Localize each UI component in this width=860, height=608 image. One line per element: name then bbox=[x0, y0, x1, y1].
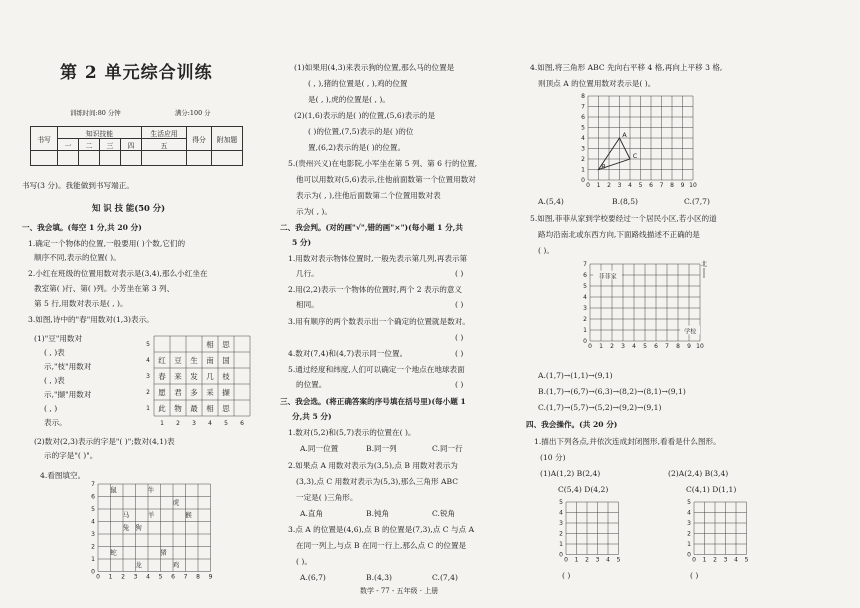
small1-x-tick: 5 bbox=[616, 556, 621, 564]
small2-x-tick: 5 bbox=[744, 556, 749, 564]
tri-y-tick: 4 bbox=[581, 135, 585, 142]
tri-x-tick: 5 bbox=[638, 182, 643, 189]
plot-grid-2[interactable] bbox=[684, 498, 766, 568]
animal-x-tick: 7 bbox=[183, 573, 188, 581]
section-3-heading: 三、我会选。(将正确答案的序号填在括号里)(每小题 1 bbox=[280, 397, 466, 406]
q3a-line1: (1)"豆"用数对 bbox=[34, 334, 83, 343]
poem-x-tick: 3 bbox=[192, 420, 196, 427]
small1-x-tick: 1 bbox=[574, 556, 579, 564]
animal-label: 龙 bbox=[135, 561, 142, 569]
tri-x-tick: 2 bbox=[607, 182, 611, 189]
tri-y-tick: 0 bbox=[581, 177, 585, 184]
c4-opt-b[interactable]: B.(8,5) bbox=[612, 197, 638, 206]
score-cell: 二 bbox=[79, 139, 100, 151]
animal-label: 猪 bbox=[160, 548, 167, 557]
animal-label: 牛 bbox=[147, 486, 155, 494]
map-y-tick: 4 bbox=[583, 294, 587, 301]
home-label: 菲菲家 bbox=[598, 273, 617, 281]
score-cell[interactable] bbox=[142, 151, 187, 166]
score-cell[interactable] bbox=[31, 151, 58, 166]
animal-label: 猴 bbox=[185, 511, 192, 519]
tri-y-tick: 5 bbox=[581, 124, 585, 132]
poem-char: 几 bbox=[206, 372, 214, 381]
choice-2-2: (3,3),点 C 用数对表示为(5,3),那么三角形 ABC bbox=[296, 477, 459, 486]
small1-y-tick: 0 bbox=[559, 551, 563, 559]
animal-y-tick: 4 bbox=[91, 518, 95, 526]
right-c4-2: 则顶点 A 的位置用数对表示是( )。 bbox=[538, 79, 656, 88]
triangle-vertex-label: A bbox=[622, 131, 627, 139]
animal-label: 兔 bbox=[122, 523, 130, 532]
q1-line1: 1.确定一个物体的位置,一般要用( )个数,它们的 bbox=[28, 239, 186, 248]
map-x-tick: 8 bbox=[676, 343, 680, 350]
mid-q5-4: 示为( , )。 bbox=[296, 207, 332, 216]
map-y-tick: 0 bbox=[583, 338, 587, 345]
poem-char: 思 bbox=[222, 340, 230, 349]
animal-y-tick: 3 bbox=[91, 531, 95, 538]
small1-y-tick: 5 bbox=[559, 499, 563, 506]
page-title: 第 2 单元综合训练 bbox=[60, 63, 213, 83]
score-cell: 一 bbox=[58, 139, 79, 151]
poem-char: 枝 bbox=[222, 372, 230, 381]
triangle-vertex-label: C bbox=[632, 152, 638, 160]
school-label: 学校 bbox=[684, 328, 697, 336]
animal-label: 蛇 bbox=[110, 548, 117, 557]
poem-char: 多 bbox=[190, 388, 198, 397]
map-y-tick: 1 bbox=[583, 327, 587, 334]
operate-1-score: (10 分) bbox=[540, 453, 566, 462]
small2-y-tick: 4 bbox=[687, 509, 691, 517]
map-x-tick: 2 bbox=[610, 343, 614, 350]
animal-x-tick: 6 bbox=[171, 573, 175, 581]
mid-q4b-2: ( )的位置,(7,5)表示的是( )的位 bbox=[308, 127, 414, 136]
animal-label: 马 bbox=[122, 511, 130, 519]
section-4-heading: 四、我会操作。(共 20 分) bbox=[526, 420, 618, 429]
animal-x-tick: 5 bbox=[158, 573, 163, 581]
right-c5-3: ( )。 bbox=[538, 246, 554, 255]
tri-x-tick: 3 bbox=[617, 182, 622, 189]
small2-y-tick: 3 bbox=[687, 520, 691, 527]
tri-y-tick: 3 bbox=[581, 145, 585, 153]
c5-opt-a[interactable]: A.(1,7)→(1,1)→(9,1) bbox=[538, 371, 613, 380]
map-y-tick: 7 bbox=[583, 261, 587, 268]
poem-grid bbox=[140, 332, 265, 432]
poem-char: 来 bbox=[174, 372, 182, 381]
score-cell: 五 bbox=[142, 139, 187, 151]
choice-1-b[interactable]: B.同一列 bbox=[366, 444, 397, 453]
judge-1-2: 几行。 bbox=[296, 269, 319, 278]
right-c5-1: 5.如图,菲菲从家到学校要经过一个居民小区,若小区的道 bbox=[530, 214, 717, 223]
poem-char: 发 bbox=[190, 372, 198, 381]
q3a-line2: ( , )表 bbox=[44, 348, 65, 357]
small1-x-tick: 0 bbox=[564, 556, 568, 564]
animal-x-tick: 3 bbox=[133, 573, 138, 581]
small2-x-tick: 3 bbox=[723, 556, 728, 564]
mid-q4a-3: 是( , ),虎的位置是( , )。 bbox=[308, 95, 390, 104]
small1-y-tick: 1 bbox=[559, 541, 563, 548]
section-1-heading: 一、我会填。(每空 1 分,共 20 分) bbox=[22, 223, 142, 232]
mid-q4a-1: (1)如果用(4,3)来表示狗的位置,那么马的位置是 bbox=[294, 63, 455, 72]
small2-x-tick: 0 bbox=[692, 556, 696, 564]
c4-opt-c[interactable]: C.(7,7) bbox=[684, 197, 710, 206]
q3a-line6: ( , ) bbox=[44, 404, 58, 413]
mid-q4b-1: (2)(1,6)表示的是( )的位置,(5,6)表示的是 bbox=[294, 111, 436, 120]
section-3-heading-2: 分,共 5 分) bbox=[292, 412, 332, 421]
poem-char: 采 bbox=[206, 388, 214, 397]
tri-y-tick: 1 bbox=[581, 166, 585, 174]
map-x-tick: 4 bbox=[632, 343, 636, 350]
c5-opt-c[interactable]: C.(1,7)→(5,7)→(5,2)→(9,2)→(9,1) bbox=[538, 403, 662, 412]
small1-x-tick: 3 bbox=[595, 556, 600, 564]
map-x-tick: 9 bbox=[687, 343, 691, 350]
q3b-line1: (2)数对(2,3)表示的字是"( )";数对(4,1)表 bbox=[34, 437, 175, 446]
map-x-tick: 0 bbox=[588, 343, 592, 350]
judge-2-answer[interactable]: ( ) bbox=[455, 300, 464, 309]
poem-char: 撷 bbox=[222, 388, 230, 397]
small2-x-tick: 2 bbox=[713, 556, 717, 564]
poem-x-tick: 6 bbox=[240, 420, 244, 427]
map-x-tick: 1 bbox=[599, 343, 603, 350]
tri-x-tick: 1 bbox=[596, 182, 601, 189]
poem-char: 生 bbox=[190, 356, 198, 365]
map-x-tick: 10 bbox=[696, 343, 704, 350]
animal-label: 鸡 bbox=[172, 561, 180, 569]
right-c4-1: 4.如图,将三角形 ABC 先向右平移 4 格,再向上平移 3 格, bbox=[530, 63, 723, 72]
choice-2-3: 一定是( )三角形。 bbox=[296, 493, 358, 502]
map-x-tick: 5 bbox=[643, 343, 647, 350]
score-cell: 生活应用 bbox=[142, 127, 187, 139]
choice-2-c[interactable]: C.锐角 bbox=[432, 509, 456, 518]
judge-5-2: 的位置。 bbox=[296, 380, 327, 389]
judge-1-1: 1.用数对表示物体位置时,一般先表示第几列,再表示第 bbox=[288, 254, 468, 263]
poem-char: 愿 bbox=[158, 388, 166, 397]
q3a-line4: ( , )表 bbox=[44, 376, 65, 385]
poem-y-tick: 1 bbox=[146, 405, 150, 412]
tri-y-tick: 2 bbox=[581, 156, 585, 163]
poem-char: 相 bbox=[206, 340, 214, 349]
map-x-tick: 6 bbox=[654, 343, 658, 350]
q3a-line3: 示,"枝"用数对 bbox=[44, 362, 92, 371]
tri-y-tick: 7 bbox=[581, 103, 585, 111]
operate-1a-1: (1)A(1,2) B(2,4) bbox=[540, 469, 601, 478]
poem-x-tick: 5 bbox=[224, 420, 228, 427]
judge-5-answer[interactable]: ( ) bbox=[455, 380, 464, 389]
animal-y-tick: 1 bbox=[91, 556, 95, 563]
score-cell[interactable] bbox=[212, 151, 243, 166]
choice-3-3: ( )。 bbox=[296, 557, 312, 566]
score-cell[interactable] bbox=[58, 151, 79, 166]
score-table bbox=[30, 126, 243, 166]
q3a-line5: 示,"撷"用数对 bbox=[44, 390, 92, 399]
writing-note: 书写(3 分)。我能做到书写端正。 bbox=[22, 181, 134, 190]
poem-y-tick: 2 bbox=[146, 389, 150, 396]
small1-x-tick: 4 bbox=[606, 556, 610, 564]
right-c5-2: 路均沿南北或东西方向,下面路线描述不正确的是 bbox=[538, 230, 700, 239]
poem-y-tick: 4 bbox=[146, 357, 150, 364]
judge-2-2: 相同。 bbox=[296, 300, 319, 309]
choice-2-1: 2.如果点 A 用数对表示为(3,5),点 B 用数对表示为 bbox=[288, 461, 458, 470]
score-cell: 得分 bbox=[187, 127, 212, 151]
score-cell: 知识技能 bbox=[58, 127, 142, 139]
north-label: 北 bbox=[700, 261, 708, 268]
map-y-tick: 6 bbox=[583, 272, 587, 279]
tri-x-tick: 6 bbox=[649, 182, 653, 189]
q2-line3: 第 5 行,用数对表示是( , )。 bbox=[34, 299, 128, 308]
tri-x-tick: 7 bbox=[659, 182, 664, 189]
section-title: 知 识 技 能(50 分) bbox=[92, 203, 166, 213]
animal-label: 狗 bbox=[135, 523, 142, 532]
animal-x-tick: 1 bbox=[108, 573, 113, 581]
q4-line: 4.看图填空。 bbox=[40, 471, 86, 480]
choice-3-b[interactable]: B.(4,3) bbox=[366, 573, 392, 582]
poem-char: 红 bbox=[158, 356, 166, 365]
tri-x-tick: 8 bbox=[670, 182, 674, 189]
animal-x-tick: 0 bbox=[96, 573, 100, 581]
small2-y-tick: 1 bbox=[687, 541, 691, 548]
small2-y-tick: 5 bbox=[687, 499, 691, 506]
mid-q4b-3: 置,(6,2)表示的是( )的位置。 bbox=[308, 143, 406, 152]
mid-q5-2: 他可以用数对(5,6)表示,往他前面数第一个位置用数对 bbox=[296, 175, 476, 184]
choice-1-c[interactable]: C.同一行 bbox=[432, 444, 463, 453]
map-y-tick: 5 bbox=[583, 283, 587, 290]
animal-y-tick: 6 bbox=[91, 493, 95, 501]
judge-5-1: 5.通过经度和纬度,人们可以确定一个地点在地球表面 bbox=[288, 365, 465, 374]
triangle-grid bbox=[578, 92, 706, 192]
poem-char: 春 bbox=[158, 372, 166, 381]
score-cell[interactable] bbox=[79, 151, 100, 166]
small2-y-tick: 2 bbox=[687, 530, 691, 538]
poem-char: 此 bbox=[158, 404, 166, 413]
judge-3-answer[interactable]: ( ) bbox=[455, 333, 464, 342]
tri-x-tick: 10 bbox=[689, 182, 697, 189]
animal-label: 虎 bbox=[172, 498, 180, 507]
choice-1-a[interactable]: A.同一位置 bbox=[300, 444, 339, 453]
mid-q5-1: 5.(贵州兴义)在电影院,小军坐在第 5 列、第 6 行的位置, bbox=[288, 159, 478, 168]
animal-x-tick: 9 bbox=[208, 573, 213, 581]
animal-grid bbox=[88, 480, 228, 584]
triangle-vertex-label: B bbox=[601, 162, 606, 171]
animal-x-tick: 2 bbox=[121, 573, 125, 581]
animal-y-tick: 5 bbox=[91, 506, 95, 513]
animal-y-tick: 2 bbox=[91, 543, 95, 551]
animal-y-tick: 0 bbox=[91, 568, 95, 576]
small1-y-tick: 3 bbox=[559, 520, 563, 527]
score-cell[interactable] bbox=[100, 151, 121, 166]
section-2-heading: 二、我会判。(对的画"√",错的画"×")(每小题 1 分,共 bbox=[280, 223, 463, 232]
operate-1b-2: C(4,1) D(1,1) bbox=[686, 485, 737, 494]
poem-char: 南 bbox=[206, 356, 214, 365]
animal-label: 鼠 bbox=[110, 486, 117, 494]
choice-1: 1.数对(5,2)和(5,7)表示的位置在( )。 bbox=[288, 428, 416, 437]
tri-x-tick: 0 bbox=[586, 182, 590, 189]
operate-1b-1: (2)A(2,4) B(3,4) bbox=[668, 469, 729, 478]
score-cell: 三 bbox=[100, 139, 121, 151]
animal-x-tick: 8 bbox=[196, 573, 200, 581]
q1-line2: 顺序不同,表示的位置( )。 bbox=[34, 253, 121, 262]
q3b-line2: 示的字是"( )"。 bbox=[44, 451, 98, 460]
map-y-tick: 3 bbox=[583, 305, 587, 312]
small1-y-tick: 4 bbox=[559, 509, 563, 517]
operate-1: 1.描出下列各点,并依次连成封闭图形,看看是什么图形。 bbox=[534, 437, 721, 446]
choice-3-a[interactable]: A.(6,7) bbox=[300, 573, 326, 582]
choice-3-2: 在同一列上,与点 B 在同一行上,那么点 C 的位置是 bbox=[296, 541, 467, 550]
judge-4-1: 4.数对(7,4)和(4,7)表示同一位置。 bbox=[288, 349, 408, 358]
poem-char: 物 bbox=[174, 404, 182, 413]
small2-y-tick: 0 bbox=[687, 551, 691, 559]
operate-1a-answer[interactable]: ( ) bbox=[562, 571, 571, 580]
mid-q4a-2: ( , ),猪的位置是( , ),鸡的位置 bbox=[308, 79, 408, 88]
judge-1-answer[interactable]: ( ) bbox=[455, 269, 464, 278]
poem-char: 君 bbox=[174, 388, 182, 397]
tri-y-tick: 6 bbox=[581, 114, 585, 121]
q2-line1: 2.小红在班级的位置用数对表示是(3,4),那么小红坐在 bbox=[28, 269, 208, 278]
choice-3-c[interactable]: C.(7,4) bbox=[432, 573, 458, 582]
route-map-grid bbox=[580, 258, 715, 366]
small1-y-tick: 2 bbox=[559, 530, 563, 538]
operate-1a-2: C(5,4) D(4,2) bbox=[558, 485, 609, 494]
judge-4-answer[interactable]: ( ) bbox=[455, 349, 464, 358]
section-2-heading-2: 5 分) bbox=[292, 238, 312, 247]
score-cell[interactable] bbox=[187, 151, 212, 166]
c5-opt-b[interactable]: B.(1,7)→(6,7)→(6,3)→(8,2)→(8,1)→(9,1) bbox=[538, 387, 686, 396]
poem-x-tick: 2 bbox=[176, 420, 180, 427]
q3a-line7: 表示。 bbox=[44, 418, 67, 427]
score-cell[interactable] bbox=[121, 151, 142, 166]
operate-1b-answer[interactable]: ( ) bbox=[690, 571, 699, 580]
score-cell: 四 bbox=[121, 139, 142, 151]
plot-grid-1[interactable] bbox=[556, 498, 638, 568]
choice-2-b[interactable]: B.钝角 bbox=[366, 509, 390, 518]
judge-2-1: 2.用(2,2)表示一个物体的位置时,两个 2 表示的意义 bbox=[288, 285, 463, 294]
q3-line: 3.如图,诗中的"春"用数对(1,3)表示。 bbox=[28, 315, 154, 324]
c4-opt-a[interactable]: A.(5,4) bbox=[538, 197, 564, 206]
poem-x-tick: 4 bbox=[208, 420, 212, 427]
poem-char: 相 bbox=[206, 404, 214, 413]
q2-line2: 教室第( )行、第( )列。小芳坐在第 3 列、 bbox=[34, 284, 175, 293]
animal-y-tick: 7 bbox=[91, 481, 95, 488]
score-cell: 书写 bbox=[31, 127, 58, 151]
full-score: 满分:100 分 bbox=[175, 109, 211, 117]
small1-x-tick: 2 bbox=[585, 556, 589, 564]
map-x-tick: 3 bbox=[621, 343, 625, 350]
score-cell: 附加题 bbox=[212, 127, 243, 151]
poem-x-tick: 1 bbox=[160, 420, 164, 427]
tri-x-tick: 4 bbox=[628, 182, 632, 189]
poem-char: 最 bbox=[190, 404, 198, 413]
map-x-tick: 7 bbox=[665, 343, 669, 350]
small2-x-tick: 4 bbox=[734, 556, 738, 564]
choice-3-1: 3.点 A 的位置是(4,6),点 B 的位置是(7,3),点 C 与点 A bbox=[288, 525, 475, 534]
choice-2-a[interactable]: A.直角 bbox=[300, 509, 324, 518]
poem-char: 豆 bbox=[174, 356, 182, 365]
time-limit: 训练时间:80 分钟 bbox=[70, 109, 121, 117]
map-y-tick: 2 bbox=[583, 316, 587, 323]
poem-char: 思 bbox=[222, 404, 230, 413]
animal-x-tick: 4 bbox=[146, 573, 150, 581]
page-footer: 数学 - 77 - 五年级 · 上册 bbox=[360, 587, 439, 595]
poem-char: 国 bbox=[222, 356, 230, 365]
tri-y-tick: 8 bbox=[581, 93, 585, 100]
mid-q5-3: 表示为( , ),往他后面数第二个位置用数对表 bbox=[296, 191, 441, 200]
small2-x-tick: 1 bbox=[702, 556, 707, 564]
poem-y-tick: 5 bbox=[146, 341, 150, 348]
animal-label: 羊 bbox=[147, 511, 155, 519]
judge-3-1: 3.用有顺序的两个数表示出一个确定的位置就是数对。 bbox=[288, 317, 470, 326]
poem-y-tick: 3 bbox=[146, 373, 150, 380]
tri-x-tick: 9 bbox=[680, 182, 685, 189]
